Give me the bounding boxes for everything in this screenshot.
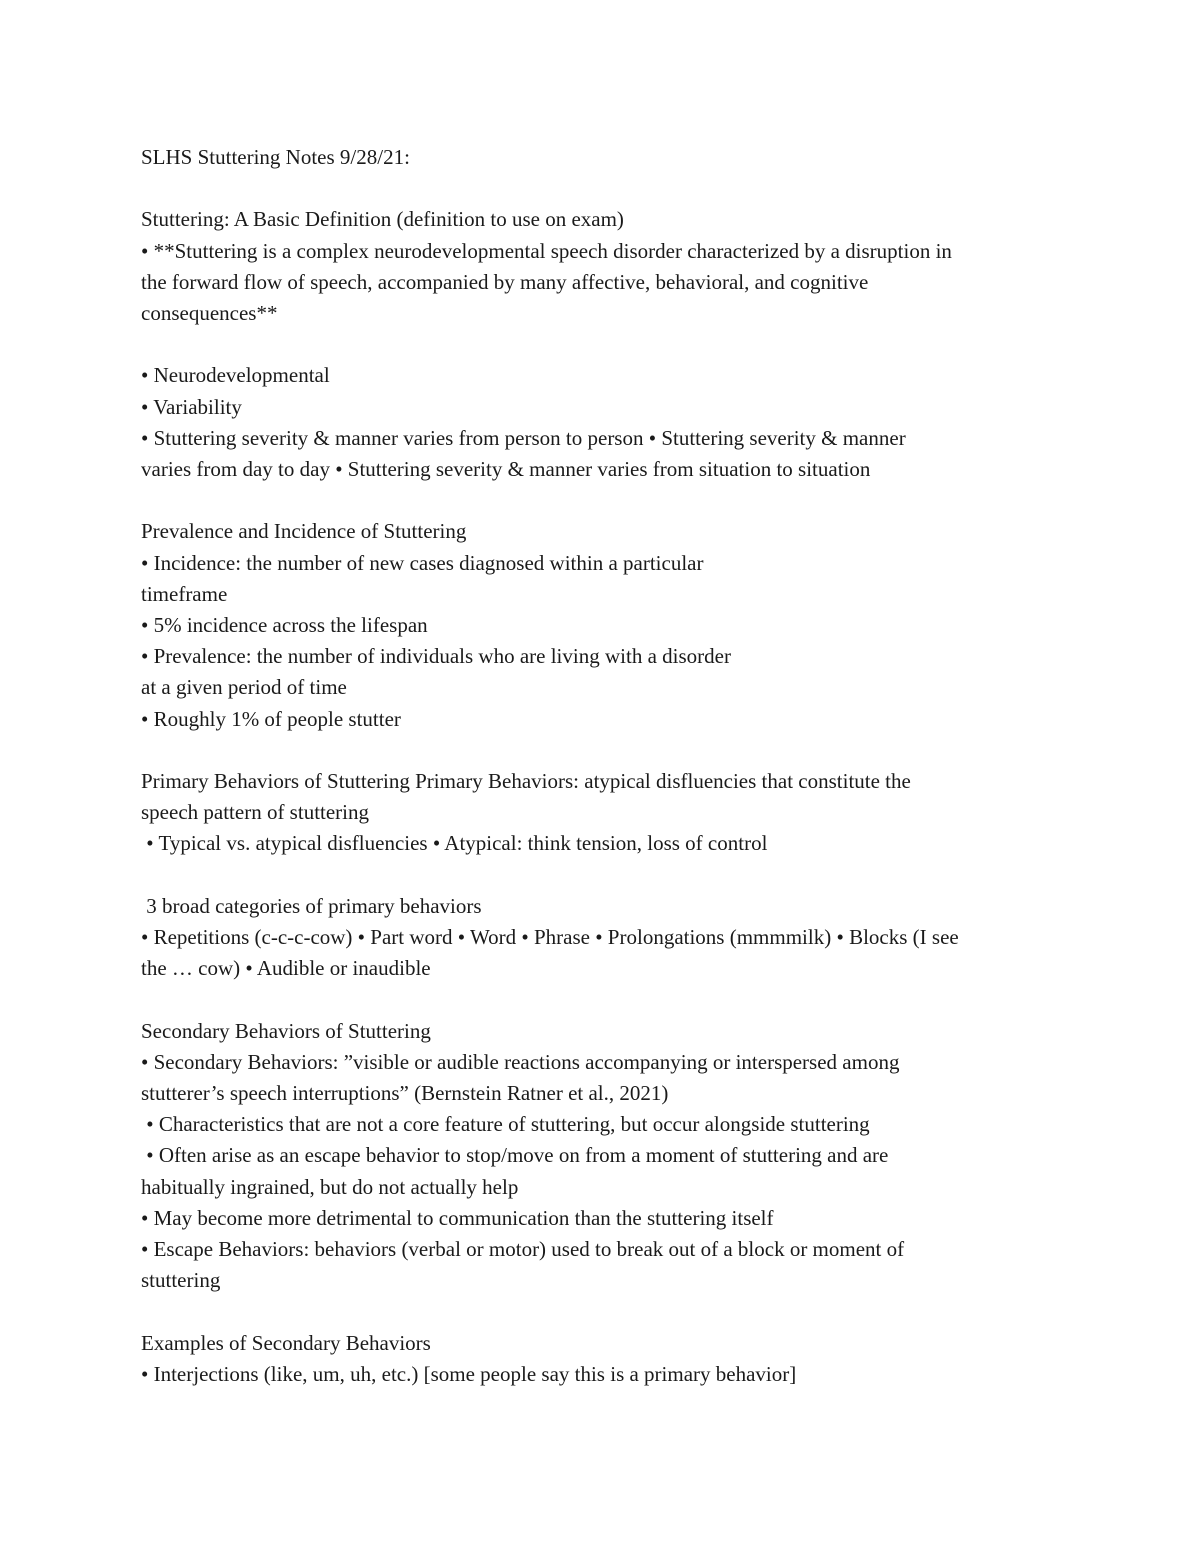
section-heading: Stuttering: A Basic Definition (definition to use on exam): [141, 207, 624, 232]
text-line: • **Stuttering is a complex neurodevelopmental speech disorder characterized by a disruption in: [141, 238, 952, 263]
bullet-item: • Variability: [141, 394, 242, 419]
section-heading: Examples of Secondary Behaviors: [141, 1330, 431, 1355]
spacer: [141, 1296, 1071, 1327]
document-body: [141, 142, 1071, 1390]
text-line: at a given period of time: [141, 675, 347, 700]
section-secondary-behaviors: [141, 1016, 1071, 1297]
bullet-item: • Characteristics that are not a core feature of stuttering, but occur alongside stuttering: [141, 1112, 870, 1137]
bullet-item: • Stuttering severity & manner varies from person to person • Stuttering severity & manner: [141, 425, 906, 450]
section-variability: [141, 360, 1071, 485]
bullet-item: • Escape Behaviors: behaviors (verbal or motor) used to break out of a block or moment of: [141, 1237, 905, 1262]
section-prevalence-incidence: [141, 516, 1071, 734]
text-line: the … cow) • Audible or inaudible: [141, 956, 431, 981]
bullet-item: • Typical vs. atypical disfluencies • Atypical: think tension, loss of control: [141, 831, 768, 856]
spacer: [141, 860, 1071, 891]
bullet-item: • Repetitions (c-c-c-cow) • Part word • Word • Phrase • Prolongations (mmmmilk) • Blocks (I see: [141, 925, 959, 949]
text-line: habitually ingrained, but do not actually help: [141, 1174, 519, 1199]
bullet-item: • Incidence: the number of new cases diagnosed within a particular: [141, 550, 704, 575]
section-heading: Prevalence and Incidence of Stuttering: [141, 519, 467, 544]
section-secondary-examples: [141, 1328, 1071, 1390]
text-line: consequences**: [141, 301, 278, 325]
spacer: [141, 173, 1071, 204]
text-line: speech pattern of stuttering: [141, 800, 370, 825]
bullet-item: • 5% incidence across the lifespan: [141, 613, 428, 637]
text-line: stuttering: [141, 1268, 221, 1293]
section-primary-behaviors: [141, 766, 1071, 860]
bullet-item: • Neurodevelopmental: [141, 363, 330, 388]
spacer: [141, 735, 1071, 766]
bullet-item: • Secondary Behaviors: ”visible or audible reactions accompanying or interspersed among: [141, 1049, 900, 1074]
spacer: [141, 485, 1071, 516]
bullet-item: • Roughly 1% of people stutter: [141, 706, 401, 731]
bullet-item: • Interjections (like, um, uh, etc.) [some people say this is a primary behavior]: [141, 1361, 797, 1386]
text-line: the forward flow of speech, accompanied by many affective, behavioral, and cognitive: [141, 269, 869, 294]
spacer: [141, 984, 1071, 1015]
section-heading: 3 broad categories of primary behaviors: [141, 893, 482, 918]
section-heading: Primary Behaviors of Stuttering Primary Behaviors: atypical disfluencies that constitute the: [141, 769, 911, 793]
text-line: stutterer’s speech interruptions” (Bernstein Ratner et al., 2021): [141, 1081, 669, 1105]
section-heading: Secondary Behaviors of Stuttering: [141, 1018, 431, 1043]
section-primary-categories: [141, 891, 1071, 985]
bullet-item: • May become more detrimental to communication than the stuttering itself: [141, 1205, 774, 1230]
text-line: timeframe: [141, 581, 228, 606]
section-definition: [141, 204, 1071, 329]
bullet-item: • Prevalence: the number of individuals who are living with a disorder: [141, 644, 731, 669]
spacer: [141, 329, 1071, 360]
text-line: varies from day to day • Stuttering severity & manner varies from situation to situation: [141, 457, 871, 481]
bullet-item: • Often arise as an escape behavior to stop/move on from a moment of stuttering and are: [141, 1143, 889, 1168]
document-title: SLHS Stuttering Notes 9/28/21:: [141, 145, 410, 169]
